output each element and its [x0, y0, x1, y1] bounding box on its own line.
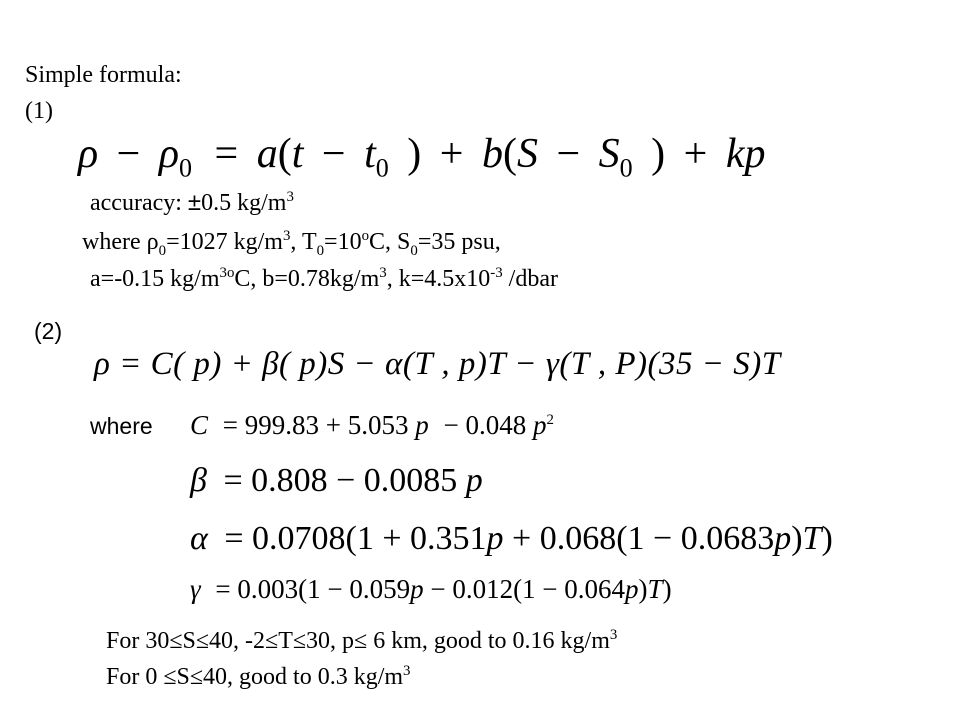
- validity-2-exp: 3: [403, 663, 411, 679]
- eqGamma-rhs3: ): [638, 574, 648, 604]
- eq1-minus-3: −: [556, 131, 581, 177]
- s0-sub: 0: [410, 242, 418, 259]
- eqAlpha-p1: p: [486, 520, 504, 557]
- eqBeta-rhs: = 0.808 − 0.0085: [223, 462, 458, 499]
- eq1-t0: t: [364, 131, 376, 177]
- eqAlpha-T: T: [802, 520, 822, 557]
- degree-sup: o: [361, 228, 370, 244]
- label-2: (2): [34, 318, 63, 344]
- eq1-plus-2: +: [683, 131, 708, 177]
- coef-a-exp: 3o: [219, 265, 235, 281]
- equation-2: ρ = C( p) + β( p)S − α(T , p)T − γ(T , P)(35 − S)T: [94, 346, 781, 382]
- eq1-plus-1: +: [439, 131, 464, 177]
- validity-1-text: For 30≤S≤40, -2≤T≤30, p≤ 6 km, good to 0.16 kg/m: [106, 628, 610, 654]
- eqBeta-lhs: β: [190, 462, 207, 499]
- eq1-S0-sub: 0: [619, 153, 633, 183]
- eqC-lhs: C: [190, 410, 209, 440]
- validity-line-2: [106, 664, 410, 691]
- equation-alpha: [190, 520, 833, 558]
- validity-line-1: [106, 628, 617, 655]
- eqGamma-rhs: = 0.003(1 − 0.059: [215, 574, 411, 604]
- eq1-minus: −: [116, 131, 141, 177]
- accuracy-value: 0.5 kg/m: [201, 190, 287, 216]
- accuracy-exp: 3: [286, 189, 294, 205]
- eqAlpha-p2: p: [774, 520, 792, 557]
- validity-1-exp: 3: [609, 627, 618, 643]
- plus-minus-sign: ±: [187, 189, 202, 216]
- validity-2-text: For 0 ≤S≤40, good to 0.3 kg/m: [106, 664, 404, 690]
- eq1-rho: ρ: [78, 131, 99, 177]
- eq1-S: S: [516, 131, 538, 177]
- heading: Simple formula:: [25, 62, 182, 88]
- s0-value: =35 psu,: [417, 229, 501, 255]
- eq1-t0-sub: 0: [375, 153, 389, 183]
- eq1-a: a: [256, 131, 278, 177]
- eqAlpha-rhs: = 0.0708(1 + 0.351: [224, 520, 487, 557]
- t0-label: , T: [290, 229, 317, 255]
- rho0-exp: 3: [282, 228, 291, 244]
- where-label: where: [90, 413, 153, 439]
- coefficient-line: [90, 266, 558, 293]
- equation-beta: [190, 462, 483, 500]
- eq1-kp: kp: [725, 131, 766, 177]
- eq1-open-1: (: [277, 131, 292, 177]
- eqAlpha-rhs4: ): [821, 520, 833, 557]
- eqC-p1: p: [415, 410, 429, 440]
- eqGamma-p2: p: [625, 574, 639, 604]
- coef-a: a=-0.15 kg/m: [90, 266, 220, 292]
- rho-sub: 0: [158, 242, 167, 259]
- t0-value: =10: [324, 229, 362, 255]
- eqGamma-rhs2: − 0.012(1 − 0.064: [430, 574, 626, 604]
- eqAlpha-rhs2: + 0.068(1 − 0.0683: [512, 520, 775, 557]
- eq1-rho0: ρ: [158, 131, 180, 177]
- coef-k-unit: /dbar: [502, 266, 558, 292]
- eq1-close-2: ): [651, 131, 666, 177]
- eq1-b: b: [481, 131, 503, 177]
- eqC-exp: 2: [546, 412, 554, 428]
- eqGamma-p1: p: [410, 574, 424, 604]
- where-reference-line: [82, 228, 501, 259]
- eqGamma-rhs4: ): [662, 574, 672, 604]
- eq1-minus-2: −: [321, 131, 346, 177]
- eqAlpha-rhs3: ): [791, 520, 803, 557]
- accuracy-prefix: accuracy:: [90, 190, 188, 216]
- eqC-rhs2: − 0.048: [443, 410, 527, 440]
- eqC-rhs: = 999.83 + 5.053: [222, 410, 409, 440]
- where-text: where: [82, 229, 147, 255]
- eqBeta-p: p: [465, 462, 483, 499]
- eq1-t: t: [291, 131, 304, 177]
- eq1-S0: S: [598, 131, 620, 177]
- label-1: (1): [25, 98, 53, 124]
- equation-1: [78, 130, 766, 183]
- rho0-value: =1027 kg/m: [166, 229, 283, 255]
- eqGamma-T: T: [647, 574, 663, 604]
- coef-k-exp: -3: [490, 265, 503, 281]
- coef-k: , k=4.5x10: [386, 266, 491, 292]
- t0-sub: 0: [316, 242, 325, 259]
- s0-label: C, S: [369, 229, 411, 255]
- equation-gamma: [190, 574, 672, 605]
- eq1-rho0-sub: 0: [179, 153, 193, 183]
- coef-b: C, b=0.78kg/m: [234, 266, 380, 292]
- coef-b-exp: 3: [379, 265, 387, 281]
- eqGamma-lhs: γ: [190, 574, 201, 604]
- eq1-close-1: ): [407, 131, 422, 177]
- eq1-open-2: (: [502, 131, 517, 177]
- accuracy-line: [90, 189, 294, 217]
- rho-symbol: ρ: [146, 229, 159, 255]
- eq1-equals: =: [214, 131, 239, 177]
- eqC-p2: p: [532, 410, 547, 440]
- eqAlpha-lhs: α: [190, 520, 208, 557]
- equation-C: [190, 410, 554, 441]
